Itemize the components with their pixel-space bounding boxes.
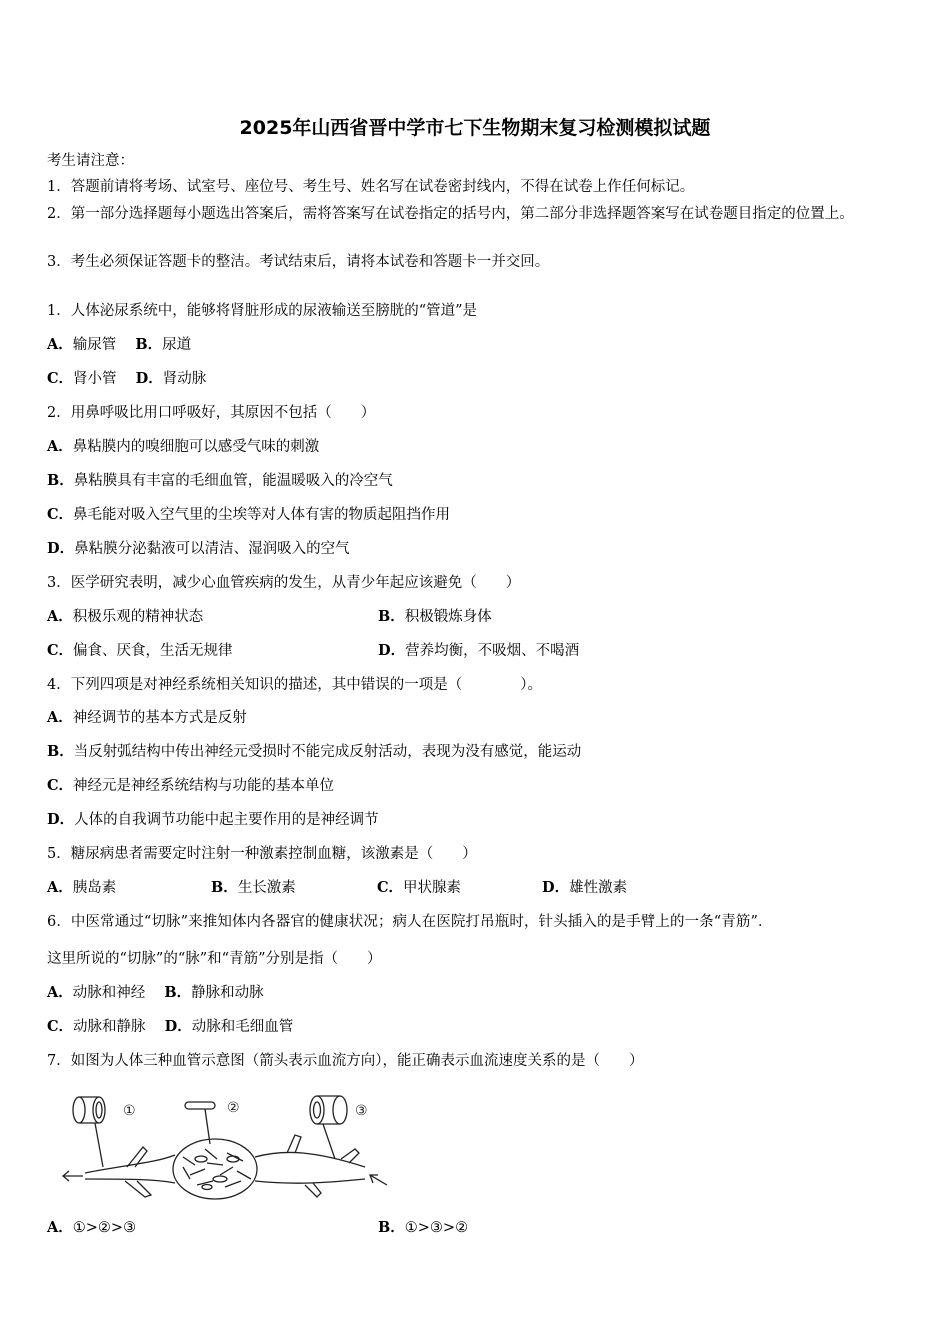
- page-title: 2025年山西省晋中学市七下生物期末复习检测模拟试题: [239, 117, 711, 139]
- q6-option-a: 动脉和神经: [72, 985, 146, 1001]
- option-label-a: A．: [47, 879, 73, 896]
- notice-item-1: 1．答题前请将考场、试室号、座位号、考生号、姓名写在试卷密封线内，不得在试卷上作任何标记。: [47, 179, 695, 195]
- q4-option-b-row: [47, 742, 581, 762]
- q4-option-d: 人体的自我调节功能中起主要作用的是神经调节: [74, 812, 379, 828]
- option-label-c: C．: [47, 370, 74, 387]
- q2-option-b: 鼻粘膜具有丰富的毛细血管，能温暖吸入的冷空气: [73, 473, 393, 489]
- q6-stem-line1: 6．中医常通过“切脉”来推知体内各器官的健康状况；病人在医院打吊瓶时，针头插入的是手臂上的一条“青筋”．: [47, 914, 773, 930]
- q3-stem: 3．医学研究表明，减少心血管疾病的发生，从青少年起应该避免（ ）: [47, 575, 521, 591]
- q4-option-b: 当反射弧结构中传出神经元受损时不能完成反射活动，表现为没有感觉，能运动: [73, 744, 582, 760]
- option-label-c: C．: [47, 777, 74, 794]
- q6-options-ab: [47, 983, 264, 1003]
- q5-option-d: 雄性激素: [569, 880, 628, 896]
- blood-vessel-diagram: [55, 1087, 395, 1202]
- option-label-c: C．: [47, 642, 74, 659]
- option-label-d: D．: [378, 642, 406, 659]
- q5-stem: 5．糖尿病患者需要定时注射一种激素控制血糖，该激素是（ ）: [47, 846, 477, 862]
- q3-options-ab: [47, 607, 897, 627]
- q7-options-ab: [47, 1218, 897, 1238]
- q2-option-d-row: [47, 539, 350, 559]
- q6-option-b: 静脉和动脉: [191, 985, 264, 1001]
- option-label-b: B．: [47, 472, 74, 489]
- option-label-a: A．: [47, 336, 73, 353]
- q6-option-d: 动脉和毛细血管: [191, 1019, 294, 1035]
- option-label-b: B．: [164, 984, 192, 1001]
- vessel-3-cross-section: [310, 1096, 324, 1124]
- option-label-a: A．: [47, 438, 73, 455]
- q1-option-c: 肾小管: [73, 371, 117, 387]
- option-label-c: C．: [377, 879, 404, 896]
- q1-option-b: 尿道: [162, 337, 192, 353]
- option-label-b: B．: [211, 879, 238, 896]
- q3-option-a: 积极乐观的精神状态: [72, 609, 204, 625]
- notice-heading: 考生请注意：: [47, 153, 134, 169]
- q6-stem-line2: 这里所说的“切脉”的“脉”和“青筋”分别是指（ ）: [47, 951, 382, 967]
- option-label-b: B．: [378, 1219, 405, 1236]
- q2-option-a: 鼻粘膜内的嗅细胞可以感受气味的刺激: [72, 439, 320, 455]
- q1-options-ab: [47, 335, 191, 355]
- option-label-b: B．: [378, 608, 405, 625]
- vessel-1-cross-section: [73, 1097, 85, 1123]
- q7-option-b: ①>③>②: [404, 1220, 469, 1236]
- q1-stem: 1．人体泌尿系统中，能够将肾脏形成的尿液输送至膀胱的“管道”是: [47, 303, 478, 319]
- q4-option-c: 神经元是神经系统结构与功能的基本单位: [73, 778, 335, 794]
- q2-option-a-row: [47, 437, 319, 457]
- option-label-b: B．: [47, 743, 74, 760]
- option-label-c: C．: [47, 506, 74, 523]
- option-label-a: A．: [47, 984, 73, 1001]
- option-label-a: A．: [47, 608, 73, 625]
- q3-option-c: 偏食、厌食，生活无规律: [73, 643, 233, 659]
- q7-option-a: ①>②>③: [72, 1220, 137, 1236]
- q2-option-d: 鼻粘膜分泌黏液可以清洁、湿润吸入的空气: [74, 541, 350, 557]
- q4-option-d-row: [47, 810, 379, 830]
- option-label-d: D．: [164, 1018, 192, 1035]
- q5-options: [47, 878, 897, 898]
- option-label-d: D．: [47, 811, 75, 828]
- q3-option-d: 营养均衡，不吸烟、不喝酒: [405, 643, 580, 659]
- q2-option-c: 鼻毛能对吸入空气里的尘埃等对人体有害的物质起阻挡作用: [73, 507, 451, 523]
- q2-option-b-row: [47, 471, 393, 491]
- option-label-c: C．: [47, 1018, 74, 1035]
- option-label-a: A．: [47, 709, 73, 726]
- notice-item-3: 3．考生必须保证答题卡的整洁。考试结束后，请将本试卷和答题卡一并交回。: [47, 254, 550, 270]
- q1-option-d: 肾动脉: [162, 371, 207, 387]
- figure-label-1: ①: [123, 1103, 136, 1119]
- q1-option-a: 输尿管: [72, 337, 117, 353]
- q5-option-b: 生长激素: [237, 880, 296, 896]
- q6-option-c: 动脉和静脉: [73, 1019, 146, 1035]
- option-label-d: D．: [135, 370, 163, 387]
- q3-option-b: 积极锻炼身体: [404, 609, 492, 625]
- q3-options-cd: [47, 641, 897, 661]
- figure-label-2: ②: [227, 1100, 240, 1116]
- q2-stem: 2．用鼻呼吸比用口呼吸好，其原因不包括（ ）: [47, 405, 376, 421]
- q4-option-a: 神经调节的基本方式是反射: [72, 710, 247, 726]
- option-label-b: B．: [135, 336, 163, 353]
- notice-item-2: 2．第一部分选择题每小题选出答案后，需将答案写在试卷指定的括号内，第二部分非选择题答案写在试卷题目指定的位置上。: [47, 206, 854, 222]
- figure-label-3: ③: [355, 1103, 368, 1119]
- q2-option-c-row: [47, 505, 450, 525]
- q7-stem: 7．如图为人体三种血管示意图（箭头表示血流方向），能正确表示血流速度关系的是（ ）: [47, 1053, 644, 1069]
- q1-options-cd: [47, 369, 206, 389]
- q6-options-cd: [47, 1017, 293, 1037]
- q4-option-c-row: [47, 776, 334, 796]
- option-label-d: D．: [542, 879, 570, 896]
- q5-option-c: 甲状腺素: [403, 880, 462, 896]
- option-label-d: D．: [47, 540, 75, 557]
- q4-stem: 4．下列四项是对神经系统相关知识的描述，其中错误的一项是（ ）。: [47, 677, 542, 693]
- q5-option-a: 胰岛素: [72, 880, 117, 896]
- option-label-a: A．: [47, 1219, 73, 1236]
- vessel-2-cross-section: [185, 1102, 215, 1109]
- q4-option-a-row: [47, 708, 247, 728]
